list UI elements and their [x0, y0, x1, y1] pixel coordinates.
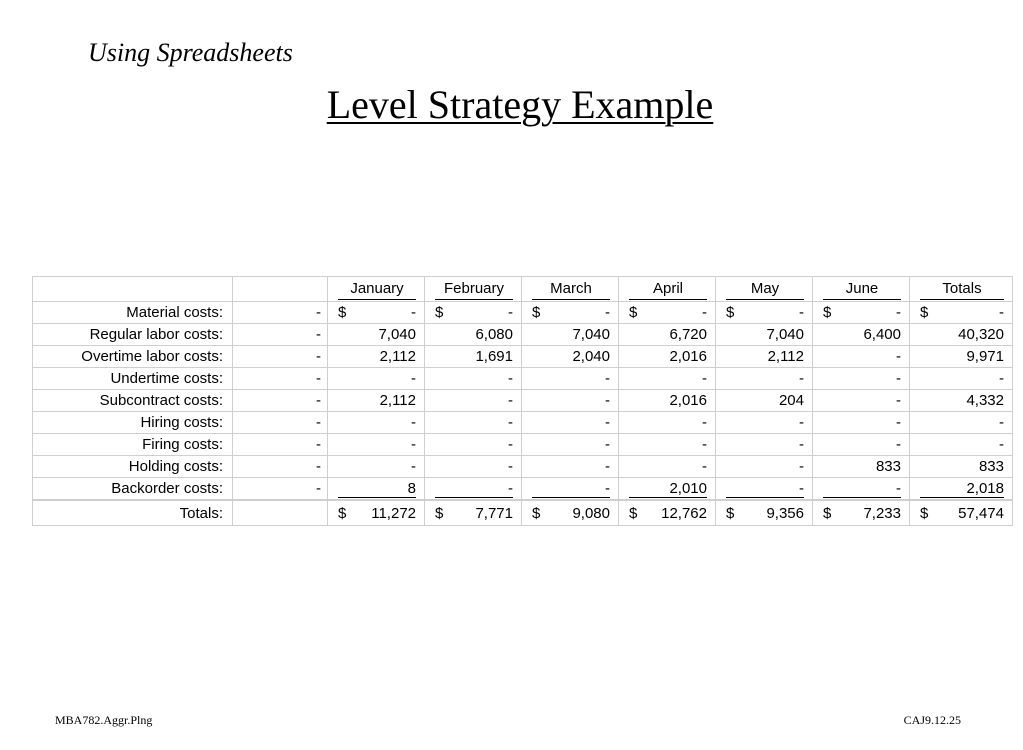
currency-symbol — [338, 370, 348, 387]
value-cell — [910, 390, 1013, 412]
value-cell — [910, 324, 1013, 346]
value-cell — [522, 390, 619, 412]
cell-value: 9,971 — [966, 348, 1004, 365]
currency-symbol: $ — [823, 304, 832, 321]
currency-symbol — [920, 414, 930, 431]
value-cell — [716, 390, 813, 412]
cell-value: 2,016 — [669, 348, 707, 365]
currency-symbol — [532, 392, 542, 409]
currency-symbol — [532, 458, 542, 475]
value-cell — [716, 478, 813, 501]
value-cell — [716, 302, 813, 324]
table-row — [33, 302, 1013, 324]
cell-value: 9,080 — [572, 504, 610, 522]
cell-value: - — [411, 304, 416, 321]
row-label: Hiring costs: — [33, 412, 233, 434]
row-label: Firing costs: — [33, 434, 233, 456]
row-blank-value: - — [233, 368, 328, 390]
value-cell — [619, 346, 716, 368]
currency-symbol — [629, 458, 639, 475]
currency-symbol — [823, 414, 833, 431]
currency-symbol — [338, 436, 348, 453]
cell-value: 11,272 — [371, 504, 416, 522]
cell-value: 7,771 — [475, 504, 513, 522]
cell-value: - — [999, 304, 1004, 321]
value-cell — [619, 324, 716, 346]
cell-value: - — [702, 458, 707, 475]
value-cell — [813, 456, 910, 478]
header-totals: Totals — [910, 277, 1013, 302]
currency-symbol: $ — [338, 304, 347, 321]
currency-symbol — [532, 414, 542, 431]
cell-value: 204 — [778, 392, 804, 409]
value-cell — [522, 324, 619, 346]
cell-value: - — [702, 436, 707, 453]
cell-value: - — [605, 370, 610, 387]
cell-value: 40,320 — [958, 326, 1004, 343]
row-blank-value: - — [233, 346, 328, 368]
currency-symbol — [629, 348, 639, 365]
cell-value: - — [508, 370, 513, 387]
row-label: Overtime labor costs: — [33, 346, 233, 368]
cell-value: 6,400 — [863, 326, 901, 343]
value-cell — [619, 456, 716, 478]
value-cell — [328, 346, 425, 368]
cell-value: - — [896, 348, 901, 365]
cell-value: - — [896, 479, 901, 497]
value-cell — [619, 500, 716, 526]
currency-symbol — [629, 370, 639, 387]
header-february: February — [425, 277, 522, 302]
cell-value: 6,080 — [475, 326, 513, 343]
value-cell — [425, 500, 522, 526]
value-cell — [910, 412, 1013, 434]
table-row — [33, 456, 1013, 478]
value-cell — [716, 346, 813, 368]
value-cell — [328, 368, 425, 390]
currency-symbol: $ — [629, 504, 638, 522]
value-cell — [619, 434, 716, 456]
currency-symbol — [435, 326, 445, 343]
currency-symbol — [920, 326, 930, 343]
currency-symbol: $ — [726, 304, 735, 321]
currency-symbol: $ — [532, 504, 541, 522]
cell-value: - — [508, 414, 513, 431]
value-cell — [910, 434, 1013, 456]
cell-value: - — [702, 414, 707, 431]
currency-symbol — [726, 480, 736, 497]
currency-symbol — [823, 392, 833, 409]
value-cell — [328, 478, 425, 501]
cell-value: - — [999, 414, 1004, 431]
value-cell — [328, 434, 425, 456]
value-cell — [328, 390, 425, 412]
value-cell — [619, 368, 716, 390]
row-blank-value: - — [233, 324, 328, 346]
currency-symbol: $ — [726, 504, 735, 522]
value-cell — [425, 368, 522, 390]
value-cell — [328, 302, 425, 324]
row-label: Undertime costs: — [33, 368, 233, 390]
value-cell — [813, 500, 910, 526]
cell-value: 4,332 — [966, 392, 1004, 409]
cell-value: 2,112 — [379, 348, 416, 365]
footer-course-code: MBA782.Aggr.Plng — [55, 713, 153, 727]
currency-symbol — [920, 348, 930, 365]
cell-value: - — [799, 436, 804, 453]
cost-table — [32, 276, 1013, 526]
cell-value: - — [799, 458, 804, 475]
cell-value: 2,010 — [669, 479, 707, 497]
currency-symbol — [726, 370, 736, 387]
cell-value: 7,040 — [766, 326, 804, 343]
value-cell — [619, 390, 716, 412]
cell-value: - — [799, 370, 804, 387]
value-cell — [619, 302, 716, 324]
cell-value: 8 — [407, 479, 416, 497]
table-row — [33, 346, 1013, 368]
cell-value: - — [411, 370, 416, 387]
cell-value: - — [605, 436, 610, 453]
cell-value: - — [999, 436, 1004, 453]
table-row — [33, 412, 1013, 434]
currency-symbol — [435, 436, 445, 453]
value-cell — [716, 434, 813, 456]
currency-symbol — [435, 458, 445, 475]
currency-symbol: $ — [532, 304, 541, 321]
cell-value: 7,040 — [572, 326, 610, 343]
currency-symbol — [920, 458, 930, 475]
cell-value: 2,040 — [572, 348, 610, 365]
value-cell — [425, 456, 522, 478]
currency-symbol — [823, 436, 833, 453]
page-title: Level Strategy Example — [326, 82, 714, 127]
currency-symbol — [629, 392, 639, 409]
currency-symbol — [629, 326, 639, 343]
subtitle: Using Spreadsheets — [88, 38, 293, 67]
value-cell — [522, 434, 619, 456]
cell-value: 2,112 — [379, 392, 416, 409]
cell-value: - — [508, 458, 513, 475]
currency-symbol — [435, 348, 445, 365]
value-cell — [425, 390, 522, 412]
value-cell — [910, 368, 1013, 390]
table-row — [33, 434, 1013, 456]
currency-symbol — [920, 436, 930, 453]
row-label: Backorder costs: — [33, 478, 233, 501]
currency-symbol — [629, 436, 639, 453]
currency-symbol: $ — [435, 504, 444, 522]
currency-symbol — [532, 326, 542, 343]
cell-value: 2,018 — [966, 479, 1004, 497]
cell-value: - — [508, 479, 513, 497]
value-cell — [813, 390, 910, 412]
value-cell — [328, 412, 425, 434]
currency-symbol — [920, 370, 930, 387]
value-cell — [328, 500, 425, 526]
currency-symbol: $ — [338, 504, 347, 522]
value-cell — [813, 434, 910, 456]
cell-value: 833 — [875, 458, 901, 475]
value-cell — [522, 412, 619, 434]
cell-value: - — [508, 304, 513, 321]
totals-row — [33, 500, 1013, 526]
value-cell — [716, 500, 813, 526]
header-january: January — [328, 277, 425, 302]
cell-value: - — [799, 479, 804, 497]
row-blank-value: - — [233, 390, 328, 412]
value-cell — [425, 346, 522, 368]
value-cell — [425, 412, 522, 434]
row-blank-value: - — [233, 456, 328, 478]
value-cell — [910, 302, 1013, 324]
currency-symbol: $ — [823, 504, 832, 522]
currency-symbol — [338, 392, 348, 409]
currency-symbol: $ — [629, 304, 638, 321]
currency-symbol — [823, 370, 833, 387]
currency-symbol — [726, 348, 736, 365]
header-april: April — [619, 277, 716, 302]
currency-symbol — [726, 326, 736, 343]
cell-value: - — [508, 436, 513, 453]
header-march: March — [522, 277, 619, 302]
value-cell — [425, 302, 522, 324]
cell-value: - — [896, 370, 901, 387]
value-cell — [425, 434, 522, 456]
cell-value: - — [605, 479, 610, 497]
cell-value: - — [702, 304, 707, 321]
currency-symbol — [435, 480, 445, 497]
header-row — [33, 277, 1013, 302]
currency-symbol — [726, 414, 736, 431]
row-blank-value: - — [233, 434, 328, 456]
cell-value: 57,474 — [958, 504, 1004, 522]
cell-value: 7,040 — [378, 326, 416, 343]
value-cell — [522, 368, 619, 390]
row-label: Holding costs: — [33, 456, 233, 478]
cell-value: - — [411, 436, 416, 453]
value-cell — [813, 412, 910, 434]
currency-symbol — [338, 458, 348, 475]
value-cell — [716, 412, 813, 434]
currency-symbol — [435, 370, 445, 387]
currency-symbol — [726, 392, 736, 409]
value-cell — [910, 456, 1013, 478]
cell-value: 833 — [978, 458, 1004, 475]
currency-symbol: $ — [435, 304, 444, 321]
row-label: Material costs: — [33, 302, 233, 324]
currency-symbol — [823, 458, 833, 475]
table-row — [33, 368, 1013, 390]
cell-value: - — [896, 414, 901, 431]
value-cell — [425, 324, 522, 346]
cell-value: 7,233 — [863, 504, 901, 522]
value-cell — [910, 500, 1013, 526]
currency-symbol: $ — [920, 304, 929, 321]
currency-symbol — [532, 480, 542, 497]
value-cell — [813, 324, 910, 346]
currency-symbol: $ — [920, 504, 929, 522]
cell-value: 9,356 — [766, 504, 804, 522]
row-blank-value: - — [233, 412, 328, 434]
value-cell — [522, 500, 619, 526]
currency-symbol — [435, 392, 445, 409]
currency-symbol — [726, 458, 736, 475]
currency-symbol — [435, 414, 445, 431]
table-row — [33, 324, 1013, 346]
value-cell — [716, 324, 813, 346]
cell-value: - — [799, 304, 804, 321]
currency-symbol — [532, 436, 542, 453]
cell-value: - — [896, 392, 901, 409]
cell-value: 2,112 — [767, 348, 804, 365]
value-cell — [813, 368, 910, 390]
currency-symbol — [532, 370, 542, 387]
value-cell — [522, 478, 619, 501]
cell-value: - — [411, 414, 416, 431]
cell-value: 2,016 — [669, 392, 707, 409]
table-row — [33, 478, 1013, 501]
value-cell — [619, 412, 716, 434]
totals-blank — [233, 500, 328, 526]
value-cell — [910, 346, 1013, 368]
row-label: Regular labor costs: — [33, 324, 233, 346]
currency-symbol — [920, 392, 930, 409]
value-cell — [716, 456, 813, 478]
currency-symbol — [920, 480, 930, 497]
cell-value: - — [605, 304, 610, 321]
footer-author-date: CAJ9.12.25 — [903, 713, 961, 727]
currency-symbol — [338, 480, 348, 497]
value-cell — [813, 478, 910, 501]
cell-value: - — [896, 436, 901, 453]
value-cell — [522, 302, 619, 324]
cell-value: - — [605, 458, 610, 475]
currency-symbol — [629, 480, 639, 497]
header-empty-label — [33, 277, 233, 302]
cell-value: - — [605, 414, 610, 431]
value-cell — [425, 478, 522, 501]
header-empty-blank — [233, 277, 328, 302]
currency-symbol — [823, 326, 833, 343]
currency-symbol — [629, 414, 639, 431]
cell-value: - — [999, 370, 1004, 387]
cell-value: - — [896, 304, 901, 321]
header-june: June — [813, 277, 910, 302]
value-cell — [328, 456, 425, 478]
row-label: Subcontract costs: — [33, 390, 233, 412]
row-blank-value: - — [233, 478, 328, 501]
value-cell — [813, 346, 910, 368]
value-cell — [910, 478, 1013, 501]
value-cell — [328, 324, 425, 346]
header-may: May — [716, 277, 813, 302]
value-cell — [522, 456, 619, 478]
currency-symbol — [532, 348, 542, 365]
cell-value: 12,762 — [661, 504, 707, 522]
cell-value: 1,691 — [475, 348, 513, 365]
cell-value: - — [411, 458, 416, 475]
currency-symbol — [338, 348, 348, 365]
cell-value: - — [508, 392, 513, 409]
value-cell — [716, 368, 813, 390]
currency-symbol — [726, 436, 736, 453]
cell-value: - — [702, 370, 707, 387]
cell-value: - — [799, 414, 804, 431]
currency-symbol — [823, 480, 833, 497]
row-blank-value: - — [233, 302, 328, 324]
cell-value: - — [605, 392, 610, 409]
currency-symbol — [338, 414, 348, 431]
value-cell — [522, 346, 619, 368]
currency-symbol — [338, 326, 348, 343]
table-row — [33, 390, 1013, 412]
currency-symbol — [823, 348, 833, 365]
cell-value: 6,720 — [669, 326, 707, 343]
totals-label: Totals: — [33, 500, 233, 526]
value-cell — [619, 478, 716, 501]
value-cell — [813, 302, 910, 324]
